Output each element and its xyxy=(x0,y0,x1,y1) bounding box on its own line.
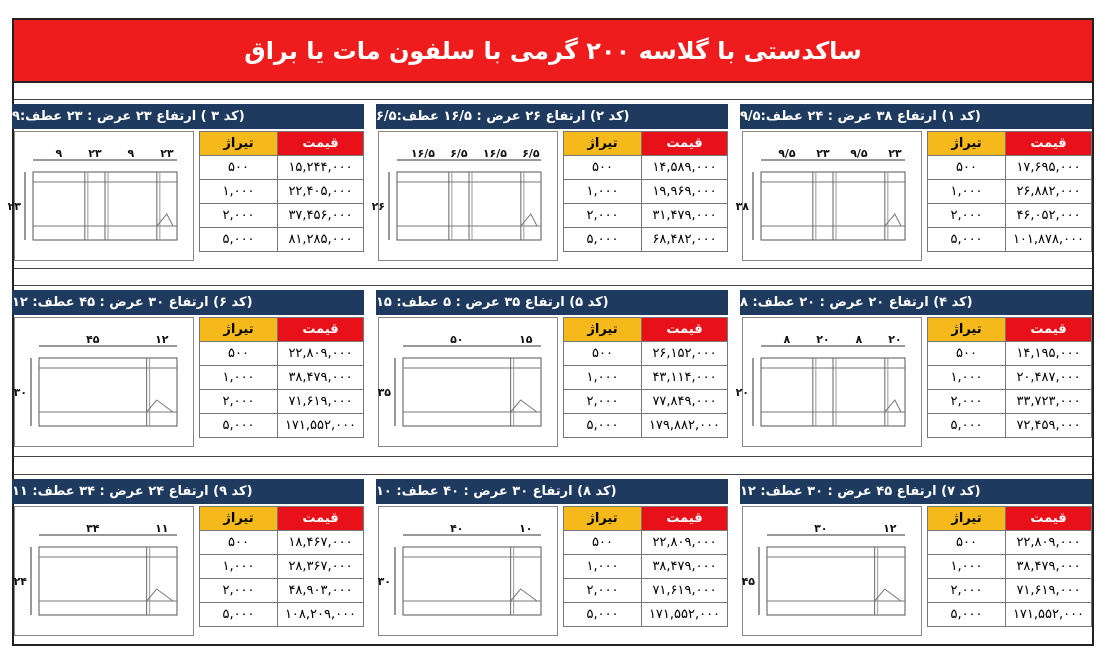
table-row xyxy=(928,390,1092,414)
price-cell: ۱۷۹,۸۸۲,۰۰۰ xyxy=(642,414,728,438)
quantity-cell: ۱,۰۰۰ xyxy=(200,180,278,204)
table-row xyxy=(928,603,1092,627)
dimension-label: ۳۰ xyxy=(814,522,828,535)
quantity-cell: ۱,۰۰۰ xyxy=(200,555,278,579)
price-table-header-row xyxy=(200,132,364,156)
price-table-header-row xyxy=(928,132,1092,156)
price-table-header-row xyxy=(564,318,728,342)
table-row xyxy=(200,414,364,438)
quantity-cell: ۵,۰۰۰ xyxy=(564,414,642,438)
dieline-box xyxy=(742,506,922,636)
price-cell: ۱۰۸,۲۰۹,۰۰۰ xyxy=(278,603,364,627)
table-row xyxy=(564,342,728,366)
price-cell: ۳۸,۴۷۹,۰۰۰ xyxy=(1006,555,1092,579)
price-table-header-row xyxy=(928,318,1092,342)
price-cell: ۷۲,۴۵۹,۰۰۰ xyxy=(1006,414,1092,438)
height-dimension-label: ۳۵ xyxy=(377,386,391,399)
table-row xyxy=(564,531,728,555)
quantity-cell: ۲,۰۰۰ xyxy=(928,390,1006,414)
quantity-cell: ۱,۰۰۰ xyxy=(928,180,1006,204)
quantity-cell: ۱,۰۰۰ xyxy=(928,555,1006,579)
price-table xyxy=(927,506,1092,627)
table-row xyxy=(928,531,1092,555)
price-cell: ۲۲,۸۰۹,۰۰۰ xyxy=(1006,531,1092,555)
quantity-cell: ۵۰۰ xyxy=(928,531,1006,555)
quantity-cell: ۵۰۰ xyxy=(564,156,642,180)
product-card-header xyxy=(12,479,364,504)
dimension-label: ۸ xyxy=(783,333,791,346)
price-cell: ۱۹,۹۶۹,۰۰۰ xyxy=(642,180,728,204)
dimension-label: ۱۵ xyxy=(519,333,533,346)
dimension-label: ۸ xyxy=(855,333,863,346)
bag-dieline-diagram xyxy=(15,507,193,635)
price-cell: ۴۳,۱۱۴,۰۰۰ xyxy=(642,366,728,390)
quantity-cell: ۵۰۰ xyxy=(928,156,1006,180)
height-dimension-label: ۳۰ xyxy=(13,386,27,399)
product-card xyxy=(376,479,728,645)
product-spec-text: (کد ۹) ارتفاع ۲۴ عرض : ۳۴ عطف: ۱۱ xyxy=(12,484,253,499)
table-row xyxy=(200,531,364,555)
title-banner xyxy=(14,20,1092,83)
product-card xyxy=(12,479,364,645)
table-row xyxy=(564,414,728,438)
dimension-label: ۲۳ xyxy=(816,147,830,160)
row-divider xyxy=(14,456,1092,457)
product-card-header xyxy=(740,104,1092,129)
price-cell: ۶۸,۴۸۲,۰۰۰ xyxy=(642,228,728,252)
dimension-label: ۲۰ xyxy=(816,333,830,346)
dimension-label: ۴۵ xyxy=(86,333,100,346)
table-row xyxy=(564,228,728,252)
quantity-cell: ۵,۰۰۰ xyxy=(200,603,278,627)
bag-dieline-diagram xyxy=(7,132,193,260)
price-cell: ۷۱,۶۱۹,۰۰۰ xyxy=(642,579,728,603)
row-divider xyxy=(14,99,1092,100)
table-row xyxy=(928,579,1092,603)
bag-dieline-diagram xyxy=(15,318,193,446)
price-cell: ۱۴,۵۸۹,۰۰۰ xyxy=(642,156,728,180)
price-cell: ۷۷,۸۴۹,۰۰۰ xyxy=(642,390,728,414)
price-header: قیمت xyxy=(1006,132,1092,156)
quantity-header: تیراژ xyxy=(200,132,278,156)
price-table xyxy=(563,317,728,438)
product-card xyxy=(735,104,1092,270)
price-cell: ۱۷,۶۹۵,۰۰۰ xyxy=(1006,156,1092,180)
dimension-label: ۱۱ xyxy=(155,522,169,535)
table-row xyxy=(200,342,364,366)
dimension-label: ۱۲ xyxy=(883,522,897,535)
quantity-cell: ۲,۰۰۰ xyxy=(928,204,1006,228)
dimension-label: ۶/۵ xyxy=(522,147,540,160)
product-card-header xyxy=(376,290,728,315)
quantity-cell: ۵۰۰ xyxy=(200,342,278,366)
price-cell: ۳۱,۴۷۹,۰۰۰ xyxy=(642,204,728,228)
dimension-label: ۹ xyxy=(55,147,63,160)
dimension-label: ۹ xyxy=(127,147,135,160)
price-cell: ۲۲,۸۰۹,۰۰۰ xyxy=(278,342,364,366)
price-cell: ۳۳,۷۲۳,۰۰۰ xyxy=(1006,390,1092,414)
quantity-cell: ۲,۰۰۰ xyxy=(564,579,642,603)
price-header: قیمت xyxy=(642,318,728,342)
product-card-header xyxy=(740,290,1092,315)
row-divider xyxy=(14,474,1092,475)
table-row xyxy=(564,579,728,603)
quantity-cell: ۲,۰۰۰ xyxy=(928,579,1006,603)
price-cell: ۲۸,۳۶۷,۰۰۰ xyxy=(278,555,364,579)
dieline-box xyxy=(14,506,194,636)
quantity-cell: ۲,۰۰۰ xyxy=(564,390,642,414)
product-card-header xyxy=(12,104,364,129)
page-title: ساکدستی با گلاسه ۲۰۰ گرمی با سلفون مات یا براق xyxy=(244,36,862,65)
table-row xyxy=(928,228,1092,252)
table-row xyxy=(564,603,728,627)
price-cell: ۲۲,۴۰۵,۰۰۰ xyxy=(278,180,364,204)
price-cell: ۳۸,۴۷۹,۰۰۰ xyxy=(642,555,728,579)
price-header: قیمت xyxy=(642,507,728,531)
bag-dieline-diagram xyxy=(371,132,557,260)
table-row xyxy=(928,555,1092,579)
quantity-header: تیراژ xyxy=(928,318,1006,342)
product-card xyxy=(371,104,728,270)
dimension-label: ۵۰ xyxy=(450,333,464,346)
dieline-box xyxy=(378,506,558,636)
quantity-cell: ۲,۰۰۰ xyxy=(564,204,642,228)
product-spec-text: (کد ۸) ارتفاع ۳۰ عرض : ۴۰ عطف: ۱۰ xyxy=(376,484,617,499)
height-dimension-label: ۲۳ xyxy=(7,200,21,213)
quantity-cell: ۱,۰۰۰ xyxy=(564,366,642,390)
price-cell: ۱۷۱,۵۵۲,۰۰۰ xyxy=(278,414,364,438)
dieline-box xyxy=(371,131,558,261)
table-row xyxy=(928,414,1092,438)
price-table xyxy=(927,131,1092,252)
bag-dieline-diagram xyxy=(743,507,921,635)
price-cell: ۲۲,۸۰۹,۰۰۰ xyxy=(642,531,728,555)
product-card xyxy=(376,290,728,456)
table-row xyxy=(928,180,1092,204)
product-card xyxy=(735,290,1092,456)
price-cell: ۳۷,۴۵۶,۰۰۰ xyxy=(278,204,364,228)
product-spec-text: (کد ۵) ارتفاع ۳۵ عرض : ۵ عطف: ۱۵ xyxy=(376,295,609,310)
quantity-cell: ۱,۰۰۰ xyxy=(564,180,642,204)
bag-dieline-diagram xyxy=(735,132,921,260)
price-cell: ۱۴,۱۹۵,۰۰۰ xyxy=(1006,342,1092,366)
height-dimension-label: ۲۶ xyxy=(371,200,385,213)
dimension-label: ۲۰ xyxy=(888,333,902,346)
table-row xyxy=(564,156,728,180)
price-header: قیمت xyxy=(642,132,728,156)
dimension-label: ۱۶/۵ xyxy=(482,147,508,160)
price-cell: ۱۸,۴۶۷,۰۰۰ xyxy=(278,531,364,555)
quantity-header: تیراژ xyxy=(564,318,642,342)
table-row xyxy=(928,156,1092,180)
price-header: قیمت xyxy=(278,318,364,342)
height-dimension-label: ۴۵ xyxy=(741,575,755,588)
quantity-cell: ۵,۰۰۰ xyxy=(928,228,1006,252)
price-cell: ۱۵,۲۴۴,۰۰۰ xyxy=(278,156,364,180)
table-row xyxy=(928,204,1092,228)
product-card-header xyxy=(12,290,364,315)
price-cell: ۱۷۱,۵۵۲,۰۰۰ xyxy=(642,603,728,627)
quantity-cell: ۵۰۰ xyxy=(200,156,278,180)
product-card xyxy=(740,479,1092,645)
bag-dieline-diagram xyxy=(735,318,921,446)
dimension-label: ۳۴ xyxy=(86,522,100,535)
price-table xyxy=(563,131,728,252)
price-header: قیمت xyxy=(278,507,364,531)
table-row xyxy=(200,579,364,603)
price-table-header-row xyxy=(564,507,728,531)
height-dimension-label: ۳۰ xyxy=(377,575,391,588)
product-spec-text: (کد ۷) ارتفاع ۴۵ عرض : ۳۰ عطف: ۱۲ xyxy=(740,484,981,499)
quantity-cell: ۵,۰۰۰ xyxy=(564,603,642,627)
price-cell: ۲۶,۱۵۲,۰۰۰ xyxy=(642,342,728,366)
quantity-header: تیراژ xyxy=(928,507,1006,531)
quantity-header: تیراژ xyxy=(200,318,278,342)
product-spec-text: (کد ۶) ارتفاع ۳۰ عرض : ۴۵ عطف: ۱۲ xyxy=(12,295,253,310)
price-cell: ۲۰,۴۸۷,۰۰۰ xyxy=(1006,366,1092,390)
table-row xyxy=(200,228,364,252)
table-row xyxy=(564,366,728,390)
dimension-label: ۲۳ xyxy=(88,147,102,160)
price-cell: ۸۱,۲۸۵,۰۰۰ xyxy=(278,228,364,252)
table-row xyxy=(564,555,728,579)
quantity-header: تیراژ xyxy=(200,507,278,531)
dimension-label: ۹/۵ xyxy=(778,147,796,160)
product-card-header xyxy=(376,479,728,504)
dieline-box xyxy=(735,131,922,261)
quantity-cell: ۵۰۰ xyxy=(200,531,278,555)
price-table-header-row xyxy=(928,507,1092,531)
dimension-label: ۴۰ xyxy=(450,522,464,535)
height-dimension-label: ۲۰ xyxy=(735,386,749,399)
product-spec-text: (کد ۲) ارتفاع ۲۶ عرض : ۱۶/۵ عطف:۶/۵ xyxy=(376,109,630,124)
quantity-cell: ۱,۰۰۰ xyxy=(928,366,1006,390)
product-card xyxy=(7,104,364,270)
dieline-box xyxy=(14,317,194,447)
quantity-cell: ۵,۰۰۰ xyxy=(564,228,642,252)
row-divider xyxy=(14,285,1092,286)
table-row xyxy=(200,390,364,414)
price-table-header-row xyxy=(200,318,364,342)
product-spec-text: (کد ۴) ارتفاع ۲۰ عرض : ۲۰ عطف: ۸ xyxy=(740,295,973,310)
product-card-header xyxy=(376,104,728,129)
quantity-cell: ۵۰۰ xyxy=(564,531,642,555)
table-row xyxy=(200,555,364,579)
dimension-label: ۶/۵ xyxy=(450,147,468,160)
quantity-cell: ۵,۰۰۰ xyxy=(200,228,278,252)
table-row xyxy=(200,180,364,204)
quantity-cell: ۱,۰۰۰ xyxy=(564,555,642,579)
price-header: قیمت xyxy=(1006,507,1092,531)
quantity-cell: ۵,۰۰۰ xyxy=(200,414,278,438)
height-dimension-label: ۳۸ xyxy=(735,200,749,213)
price-cell: ۴۶,۰۵۲,۰۰۰ xyxy=(1006,204,1092,228)
product-spec-text: (کد ۳ ) ارتفاع ۲۳ عرض : ۲۳ عطف:۹ xyxy=(12,109,245,124)
price-cell: ۴۸,۹۰۳,۰۰۰ xyxy=(278,579,364,603)
table-row xyxy=(564,180,728,204)
price-cell: ۷۱,۶۱۹,۰۰۰ xyxy=(278,390,364,414)
price-cell: ۳۸,۴۷۹,۰۰۰ xyxy=(278,366,364,390)
price-cell: ۷۱,۶۱۹,۰۰۰ xyxy=(1006,579,1092,603)
price-table-header-row xyxy=(564,132,728,156)
price-header: قیمت xyxy=(1006,318,1092,342)
quantity-cell: ۵۰۰ xyxy=(928,342,1006,366)
price-cell: ۱۰۱,۸۷۸,۰۰۰ xyxy=(1006,228,1092,252)
dieline-box xyxy=(378,317,558,447)
table-row xyxy=(200,603,364,627)
table-row xyxy=(200,156,364,180)
quantity-cell: ۱,۰۰۰ xyxy=(200,366,278,390)
product-card xyxy=(12,290,364,456)
table-row xyxy=(928,342,1092,366)
dieline-box xyxy=(7,131,194,261)
dieline-box xyxy=(735,317,922,447)
quantity-header: تیراژ xyxy=(928,132,1006,156)
quantity-cell: ۵۰۰ xyxy=(564,342,642,366)
height-dimension-label: ۲۴ xyxy=(13,575,27,588)
bag-dieline-diagram xyxy=(379,318,557,446)
table-row xyxy=(928,366,1092,390)
dimension-label: ۲۳ xyxy=(888,147,902,160)
price-table xyxy=(199,131,364,252)
dimension-label: ۱۲ xyxy=(155,333,169,346)
price-cell: ۲۶,۸۸۲,۰۰۰ xyxy=(1006,180,1092,204)
price-table xyxy=(563,506,728,627)
table-row xyxy=(200,366,364,390)
price-table xyxy=(927,317,1092,438)
product-card-header xyxy=(740,479,1092,504)
price-table xyxy=(199,506,364,627)
table-row xyxy=(564,390,728,414)
quantity-cell: ۵,۰۰۰ xyxy=(928,414,1006,438)
dimension-label: ۲۳ xyxy=(160,147,174,160)
price-header: قیمت xyxy=(278,132,364,156)
quantity-cell: ۲,۰۰۰ xyxy=(200,204,278,228)
dimension-label: ۱۰ xyxy=(519,522,533,535)
price-cell: ۱۷۱,۵۵۲,۰۰۰ xyxy=(1006,603,1092,627)
price-table xyxy=(199,317,364,438)
dimension-label: ۱۶/۵ xyxy=(410,147,436,160)
price-table-header-row xyxy=(200,507,364,531)
quantity-cell: ۲,۰۰۰ xyxy=(200,579,278,603)
table-row xyxy=(200,204,364,228)
dimension-label: ۹/۵ xyxy=(850,147,868,160)
product-spec-text: (کد ۱) ارتفاع ۳۸ عرض : ۲۴ عطف:۹/۵ xyxy=(740,109,981,124)
bag-dieline-diagram xyxy=(379,507,557,635)
quantity-cell: ۵,۰۰۰ xyxy=(928,603,1006,627)
table-row xyxy=(564,204,728,228)
quantity-header: تیراژ xyxy=(564,132,642,156)
quantity-cell: ۲,۰۰۰ xyxy=(200,390,278,414)
quantity-header: تیراژ xyxy=(564,507,642,531)
